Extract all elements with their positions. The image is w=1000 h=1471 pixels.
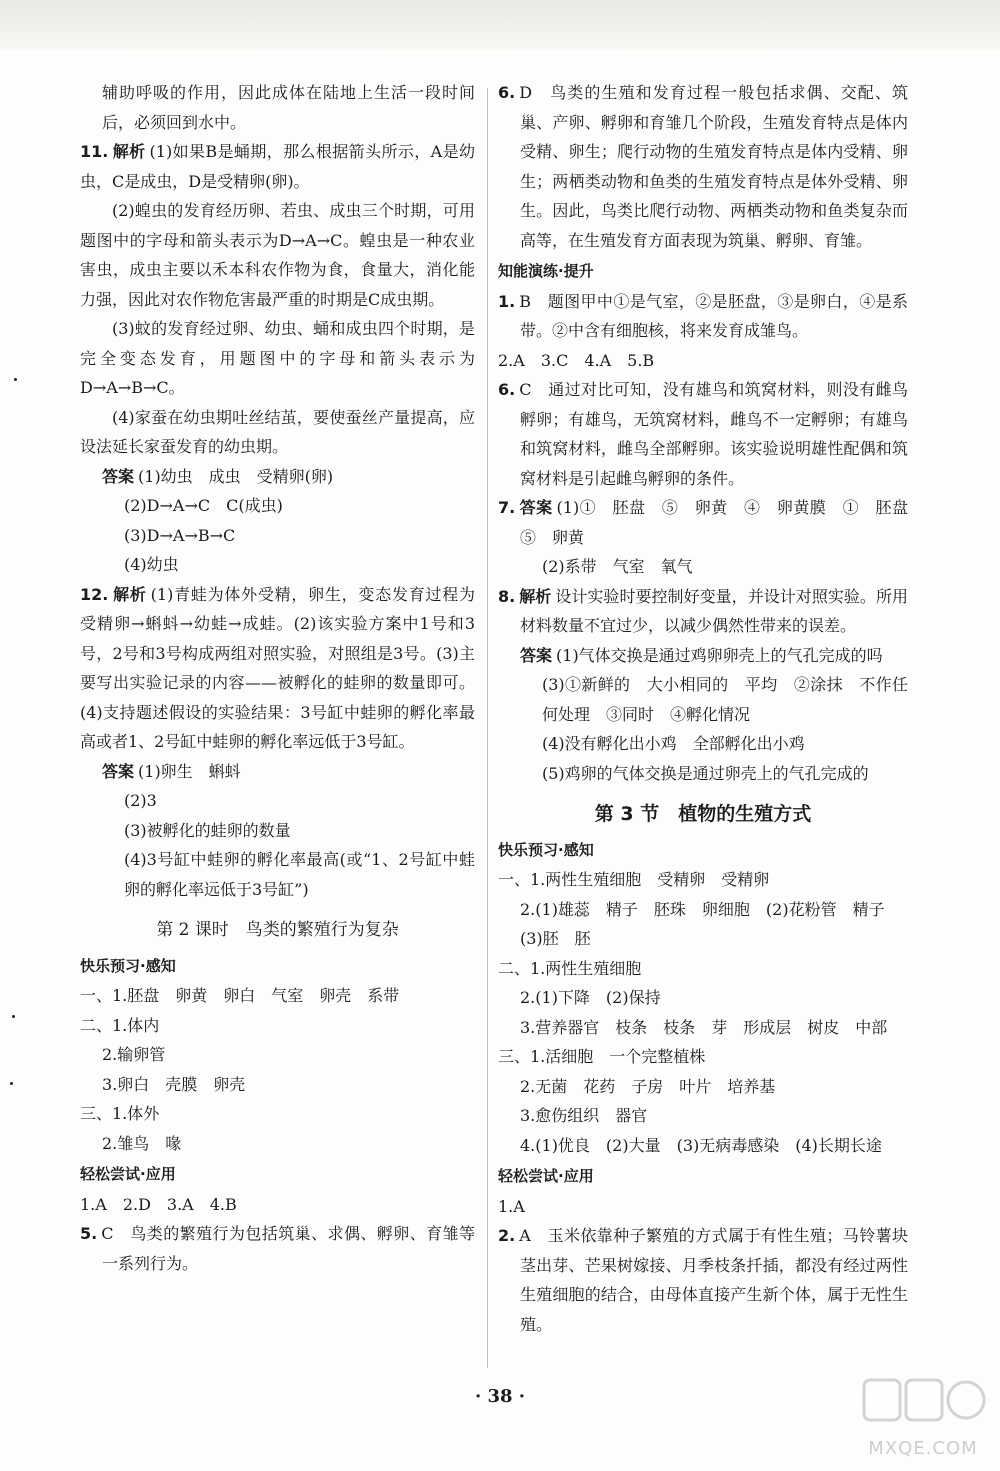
- analysis-text: B 题图甲中①是气室，②是胚盘，③是卵白，④是系带。②中含有细胞核，将来发育成雏鸟。: [519, 291, 908, 340]
- question-number: 6.: [498, 83, 516, 102]
- right-column: [498, 78, 925, 1339]
- list-item: 2.(1)雄蕊 精子 胚珠 卵细胞 (2)花粉管 精子: [520, 899, 885, 919]
- answer-text: (1)气体交换是通过鸡卵卵壳上的气孔完成的吗: [556, 645, 883, 665]
- list-item: 2.无菌 花药 子房 叶片 培养基: [520, 1076, 776, 1096]
- list-item: (3)胚 胚: [520, 929, 591, 948]
- analysis-tag: 解析: [112, 142, 146, 161]
- answer-tag: 答案: [520, 645, 553, 665]
- question-number: 7.: [498, 498, 516, 517]
- left-column: [80, 78, 475, 1278]
- list-item: 4.(1)优良 (2)大量 (3)无病毒感染 (4)长期长途: [520, 1135, 882, 1155]
- list-item: 三、1.活细胞 一个完整植株: [498, 1047, 706, 1066]
- answer-text: (5)鸡卵的气体交换是通过卵壳上的气孔完成的: [542, 763, 869, 783]
- answer-text: (2)D→A→C C(成虫): [124, 496, 283, 515]
- list-item: 2.雏鸟 喙: [102, 1133, 182, 1153]
- answer-tag: 答案: [102, 761, 135, 781]
- answer-text: (4)3号缸中蛙卵的孵化率最高(或“1、2号缸中蛙卵的孵化率远低于3号缸”): [124, 850, 475, 899]
- answer-text: (1)① 胚盘 ⑤ 卵黄 ④ 卵黄膜 ① 胚盘 ⑤ 卵黄: [520, 498, 925, 547]
- analysis-text: (4)家蚕在幼虫期吐丝结茧，要使蚕丝产量提高，应设法延长家蚕发育的幼虫期。: [80, 407, 475, 456]
- list-item: 2.A 3.C 4.A 5.B: [498, 350, 655, 370]
- question-number: 5.: [80, 1224, 98, 1243]
- answer-text: (4)幼虫: [124, 555, 179, 574]
- page-number: · 38 ·: [474, 1386, 526, 1407]
- analysis-text: C 鸟类的繁殖行为包括筑巢、求偶、孵卵、育雏等一系列行为。: [101, 1224, 475, 1273]
- list-item: 3.卵白 壳膜 卵壳: [102, 1074, 246, 1094]
- scan-speck: [14, 378, 17, 381]
- answer-text: (3)被孵化的蛙卵的数量: [124, 820, 291, 840]
- list-item: 一、1.两性生殖细胞 受精卵 受精卵: [498, 870, 770, 889]
- subsection-header: 知能演练·提升: [498, 262, 594, 280]
- analysis-tag: 解析: [112, 584, 147, 604]
- answer-text: (3)①新鲜的 大小相同的 平均 ②涂抹 不作任何处理 ③同时 ④孵化情况: [542, 675, 908, 724]
- list-item: 三、1.体外: [80, 1104, 160, 1123]
- list-item: 3.愈伤组织 器官: [520, 1106, 648, 1125]
- scan-speck: [12, 1015, 15, 1018]
- list-item: 2.输卵管: [102, 1045, 166, 1064]
- analysis-text: C 通过对比可知，没有雄鸟和筑窝材料，则没有雌鸟孵卵；有雄鸟，无筑窝材料，雌鸟不一定孵卵；有雄鸟和筑窝材料，雌鸟全部孵卵。该实验说明雄性配偶和筑窝材料是引起雌鸟孵卵的条件。: [519, 380, 908, 488]
- question-11: [80, 137, 475, 580]
- question-number: 1.: [498, 291, 516, 311]
- answer-text: (2)系带 气室 氧气: [542, 557, 693, 576]
- answer-tag: 答案: [519, 498, 553, 517]
- subsection-header: 快乐预习·感知: [80, 956, 176, 975]
- list-item: 2.(1)下降 (2)保持: [520, 988, 661, 1007]
- question-12: [80, 580, 475, 905]
- scan-speck: [10, 1082, 13, 1085]
- analysis-text: (1)如果B是蛹期，那么根据箭头所示，A是幼虫，C是成虫，D是受精卵(卵)。: [80, 142, 475, 191]
- list-item: 1.A 2.D 3.A 4.B: [80, 1194, 237, 1214]
- analysis-text: (3)蚊的发育经过卵、幼虫、蛹和成虫四个时期，是完全变态发育，用题图中的字母和箭头表示为D→A→B→C。: [80, 319, 475, 397]
- subsection-header: 快乐预习·感知: [498, 840, 594, 859]
- answer-text: (4)没有孵化出小鸡 全部孵化出小鸡: [542, 734, 805, 753]
- section-title: 第 3 节 植物的生殖方式: [594, 803, 812, 825]
- question-number: 2.: [498, 1226, 516, 1245]
- list-item: 3.营养器官 枝条 枝条 芽 形成层 树皮 中部: [520, 1017, 888, 1037]
- list-item: 一、1.胚盘 卵黄 卵白 气室 卵壳 系带: [80, 986, 400, 1005]
- answer-text: (1)卵生 蝌蚪: [138, 761, 241, 781]
- question-number: 11.: [80, 142, 109, 161]
- analysis-text: (1)青蛙为体外受精，卵生，变态发育过程为受精卵→蝌蚪→幼蛙→成蛙。(2)该实验方案中1号和3号，2号和3号构成两组对照实验，对照组是3号。(3)主要写出实验记录的内容——被孵化的蛙卵的数量即可。(4)支持题述假设的实验结果：3号缸中蛙卵的孵化率最高或者1、2号缸中蛙卵的孵化率远低于3号缸。: [80, 584, 475, 751]
- watermark-logo: [858, 1370, 988, 1460]
- subsection-header: 轻松尝试·应用: [80, 1165, 176, 1183]
- analysis-tag: 解析: [519, 586, 552, 606]
- question-number: 12.: [80, 584, 109, 604]
- analysis-text: 设计实验时要控制好变量，并设计对照实验。所用材料数量不宜过少，以减少偶然性带来的误差。: [520, 586, 908, 635]
- answer-text: (3)D→A→B→C: [124, 525, 236, 545]
- subsection-header: 轻松尝试·应用: [498, 1167, 594, 1185]
- watermark-text: MXQE.COM: [868, 1438, 978, 1459]
- list-item: 二、1.两性生殖细胞: [498, 958, 642, 978]
- analysis-text: A 玉米依靠种子繁殖的方式属于有性生殖；马铃薯块茎出芽、芒果树嫁接、月季枝条扦插，都没有经过两性生殖细胞的结合，由母体直接产生新个体，属于无性生殖。: [519, 1226, 908, 1334]
- answer-stamp-icon: [858, 1370, 988, 1440]
- answer-text: (2)3: [124, 791, 157, 810]
- lesson-title: 第 2 课时 鸟类的繁殖行为复杂: [156, 920, 399, 940]
- answer-tag: 答案: [102, 466, 135, 486]
- continued-text: 辅助呼吸的作用，因此成体在陆地上生活一段时间后，必须回到水中。: [102, 83, 475, 132]
- list-item: 二、1.体内: [80, 1015, 160, 1035]
- analysis-text: (2)蝗虫的发育经历卵、若虫、成虫三个时期，可用题图中的字母和箭头表示为D→A→C。蝗虫是一种农业害虫，成虫主要以禾本科农作物为食，食量大，消化能力强，因此对农作物危害最严重的时期是C成虫期。: [80, 201, 475, 309]
- question-number: 6.: [498, 380, 516, 399]
- answer-text: (1)幼虫 成虫 受精卵(卵): [138, 466, 334, 486]
- column-divider: [487, 88, 488, 1368]
- analysis-text: D 鸟类的生殖和发育过程一般包括求偶、交配、筑巢、产卵、孵卵和育雏几个阶段，生殖发育特点是体内受精、卵生；爬行动物的生殖发育特点是体内受精、卵生；两栖类动物和鱼类的生殖发育特点是体外受精、卵生。因此，鸟类比爬行动物、两栖类动物和鱼类复杂而高等，在生殖发育方面表现为筑巢、孵卵、育雏。: [519, 83, 908, 250]
- question-number: 8.: [498, 586, 516, 606]
- list-item: 1.A: [498, 1196, 525, 1216]
- scan-top-band: [0, 0, 1000, 50]
